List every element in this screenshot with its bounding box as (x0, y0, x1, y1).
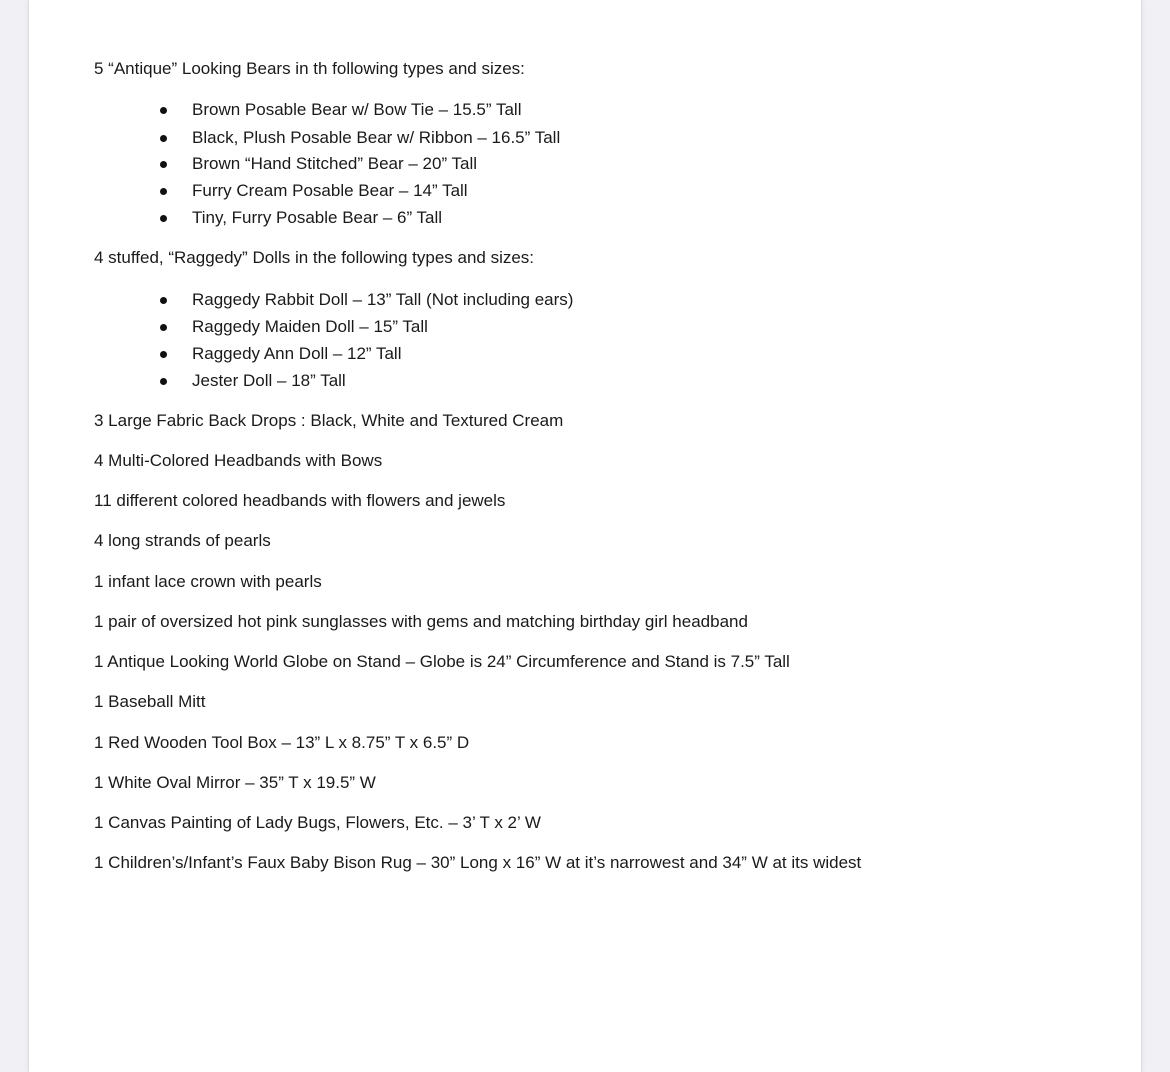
bear-list-item-text: Black, Plush Posable Bear w/ Ribbon – 16.5” Tall (192, 128, 561, 147)
inventory-line: 1 White Oval Mirror – 35” T x 19.5” W (94, 773, 376, 792)
inventory-line: 4 Multi-Colored Headbands with Bows (94, 451, 383, 470)
inventory-line: 1 Antique Looking World Globe on Stand – Globe is 24” Circumference and Stand is 7.5” Tall (94, 652, 790, 671)
bullet-icon (160, 107, 167, 114)
inventory-line: 1 Canvas Painting of Lady Bugs, Flowers, Etc. – 3’ T x 2’ W (94, 813, 541, 832)
bullet-icon (160, 188, 167, 195)
bear-list-item (29, 180, 1029, 202)
bullet-icon (160, 324, 167, 331)
bear-list-item (29, 127, 1029, 149)
bear-list-item-text: Brown Posable Bear w/ Bow Tie – 15.5” Tall (192, 100, 522, 119)
bear-list-item-text: Brown “Hand Stitched” Bear – 20” Tall (192, 154, 478, 173)
inventory-line: 1 Baseball Mitt (94, 692, 206, 711)
bullet-icon (160, 135, 167, 142)
inventory-line: 11 different colored headbands with flowers and jewels (94, 491, 506, 510)
bear-list-item-text: Furry Cream Posable Bear – 14” Tall (192, 181, 468, 200)
inventory-line: 1 infant lace crown with pearls (94, 572, 322, 591)
dolls-heading: 4 stuffed, “Raggedy” Dolls in the following types and sizes: (94, 248, 535, 267)
inventory-line: 4 long strands of pearls (94, 531, 271, 550)
bullet-icon (160, 378, 167, 385)
bullet-icon (160, 215, 167, 222)
doll-list-item-text: Raggedy Ann Doll – 12” Tall (192, 344, 402, 363)
inventory-line: 1 Children’s/Infant’s Faux Baby Bison Rug – 30” Long x 16” W at it’s narrowest and 34” W at its widest (94, 853, 862, 872)
document-page (29, 0, 1141, 1072)
bear-list-item (29, 99, 1029, 121)
inventory-line: 1 pair of oversized hot pink sunglasses with gems and matching birthday girl headband (94, 612, 748, 631)
bear-list-item (29, 207, 1029, 229)
doll-list-item (29, 370, 1029, 392)
doll-list-item-text: Jester Doll – 18” Tall (192, 371, 346, 390)
bullet-icon (160, 161, 167, 168)
bears-heading: 5 “Antique” Looking Bears in th following types and sizes: (94, 59, 525, 78)
doll-list-item (29, 343, 1029, 365)
inventory-line: 1 Red Wooden Tool Box – 13” L x 8.75” T x 6.5” D (94, 733, 470, 752)
bear-list-item-text: Tiny, Furry Posable Bear – 6” Tall (192, 208, 443, 227)
inventory-line: 3 Large Fabric Back Drops : Black, White and Textured Cream (94, 411, 564, 430)
doll-list-item-text: Raggedy Rabbit Doll – 13” Tall (Not including ears) (192, 290, 574, 309)
bullet-icon (160, 297, 167, 304)
doll-list-item (29, 289, 1029, 311)
bullet-icon (160, 351, 167, 358)
bear-list-item (29, 153, 1029, 175)
doll-list-item (29, 316, 1029, 338)
doll-list-item-text: Raggedy Maiden Doll – 15” Tall (192, 317, 428, 336)
